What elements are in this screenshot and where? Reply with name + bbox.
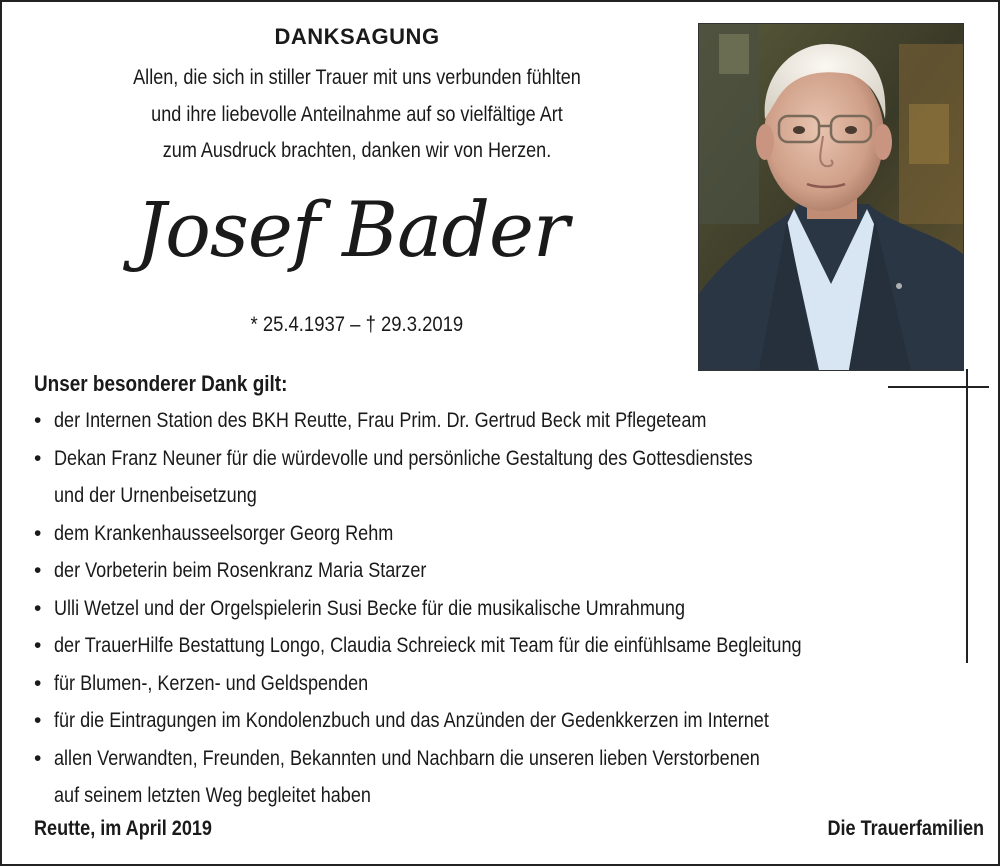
place-and-date-text: Reutte, im April 2019 <box>34 817 212 840</box>
bullet: • <box>34 596 42 620</box>
cross-horizontal-bar <box>888 386 989 388</box>
bullet: • <box>34 746 42 770</box>
cross-vertical-bar <box>966 369 968 663</box>
thanks-heading-text: Unser besonderer Dank gilt: <box>34 371 288 396</box>
bullet: • <box>34 559 42 582</box>
bullet: • <box>34 409 42 432</box>
thanks-item-text: dem Krankenhausseelsorger Georg Rehm <box>54 521 394 545</box>
intro-line: und ihre liebevolle Anteilnahme auf so vielfältige Art <box>151 102 563 126</box>
thanks-item-text: der Vorbeterin beim Rosenkranz Maria Starzer <box>54 559 427 582</box>
thanks-list-item <box>34 440 954 515</box>
intro-text <box>2 60 712 170</box>
thanks-item-text: Dekan Franz Neuner für die würdevolle und persönliche Gestaltung des Gottesdienstes und der Urnenbeisetzung <box>54 446 753 507</box>
thanks-heading <box>34 371 329 397</box>
thanks-list-item <box>34 702 954 740</box>
thanks-item-text: Ulli Wetzel und der Orgelspielerin Susi Becke für die musikalische Umrahmung <box>54 596 686 620</box>
thanks-list-item <box>34 552 954 590</box>
thanks-list-item <box>34 740 954 815</box>
thanks-item-text: für die Eintragungen im Kondolenzbuch und das Anzünden der Gedenkkerzen im Internet <box>54 709 769 732</box>
bullet: • <box>34 709 42 732</box>
intro-line: Allen, die sich in stiller Trauer mit uns verbunden fühlten <box>133 66 581 89</box>
bullet: • <box>34 671 42 695</box>
thanks-list-item <box>34 590 954 628</box>
thanks-list-item <box>34 515 954 553</box>
thanks-item-text: der TrauerHilfe Bestattung Longo, Claudia Schreieck mit Team für die einfühlsame Begleitung <box>54 634 802 657</box>
thanks-list-item <box>34 665 954 703</box>
thanks-list-item <box>34 627 954 665</box>
life-dates-text: * 25.4.1937 – † 29.3.2019 <box>250 313 464 336</box>
thanks-item-text: allen Verwandten, Freunden, Bekannten und Nachbarn die unseren lieben Verstorbenen auf seinem letzten Weg begleitet haben <box>54 746 760 807</box>
thanks-item-text: der Internen Station des BKH Reutte, Frau Prim. Dr. Gertrud Beck mit Pflegeteam <box>54 409 707 432</box>
bullet: • <box>34 634 42 657</box>
signature-text: Die Trauerfamilien <box>827 817 984 840</box>
thanks-list <box>34 402 954 815</box>
signature <box>802 817 984 841</box>
deceased-name: Josef Bader <box>135 185 569 274</box>
life-dates <box>2 313 712 337</box>
intro-line: zum Ausdruck brachten, danken wir von Herzen. <box>162 139 552 162</box>
portrait-photo <box>698 23 964 371</box>
bullet: • <box>34 521 42 545</box>
thanks-item-text: für Blumen-, Kerzen- und Geldspenden <box>54 671 369 695</box>
notice-heading: DANKSAGUNG <box>274 24 440 49</box>
place-and-date <box>34 817 241 841</box>
bullet: • <box>34 446 42 470</box>
thanks-list-item <box>34 402 954 440</box>
